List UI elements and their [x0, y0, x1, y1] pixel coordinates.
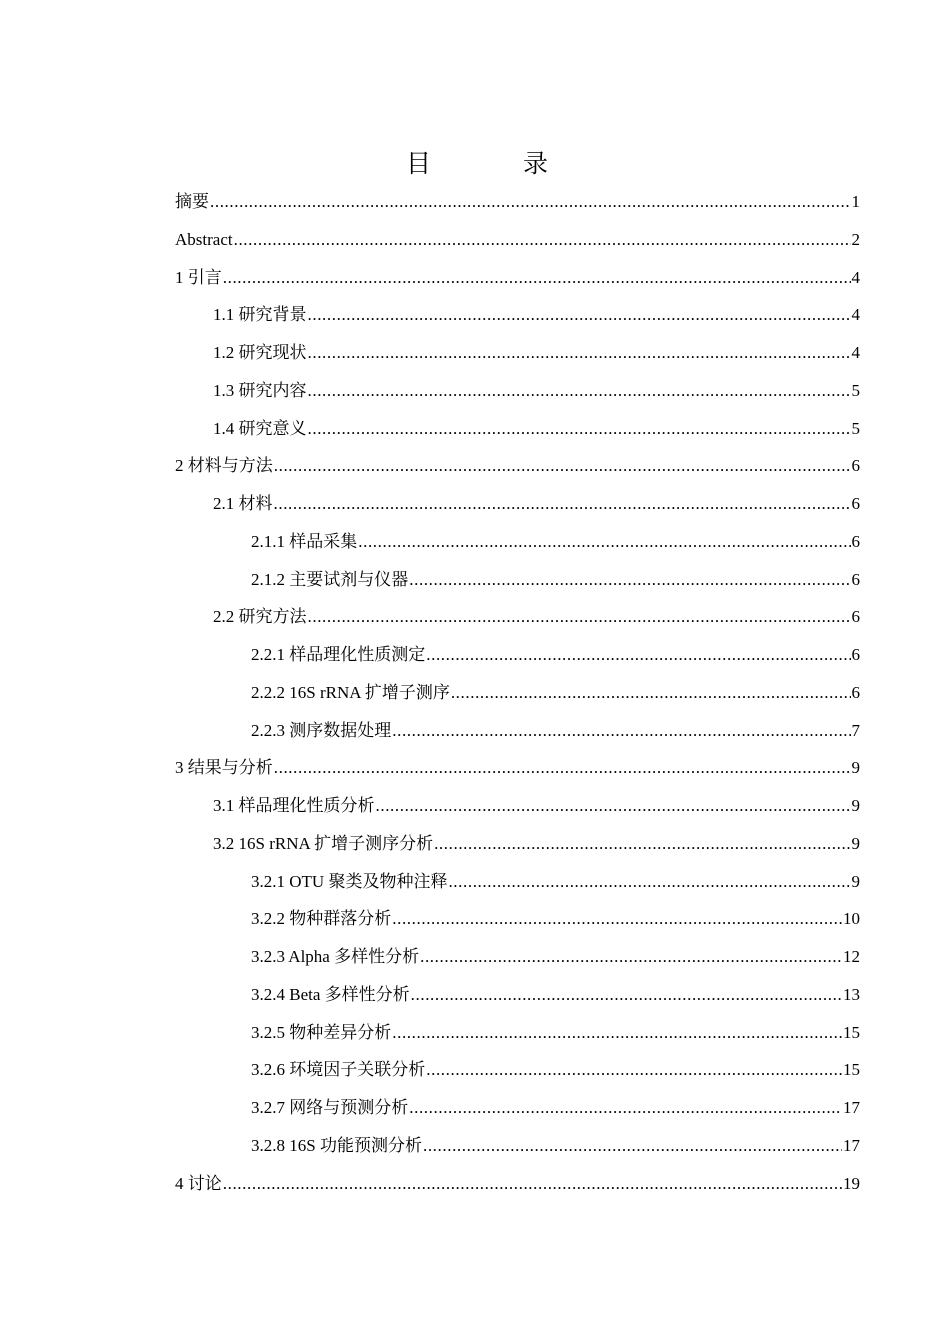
toc-entry-label: 3.2.7 网络与预测分析 — [251, 1098, 409, 1117]
toc-entry[interactable] — [175, 561, 860, 599]
toc-entry[interactable] — [175, 712, 860, 750]
dot-leader — [420, 938, 842, 976]
toc-entry-page-number: 6 — [851, 531, 860, 551]
toc-entry-label: 摘要 — [175, 192, 209, 211]
dot-leader — [451, 674, 851, 712]
dot-leader — [409, 561, 850, 599]
toc-entry[interactable] — [175, 787, 860, 825]
toc-entry[interactable] — [175, 447, 860, 485]
toc-entry[interactable] — [175, 334, 860, 372]
toc-entry-page-number: 6 — [851, 607, 860, 627]
toc-entry[interactable] — [175, 598, 860, 636]
dot-leader — [308, 410, 851, 448]
toc-entry-page-number: 9 — [851, 758, 860, 778]
toc-entry-page-number: 6 — [851, 682, 860, 702]
toc-entry-page-number: 7 — [851, 720, 860, 740]
dot-leader — [210, 183, 851, 221]
toc-entry-page-number: 17 — [843, 1135, 860, 1155]
dot-leader — [308, 296, 851, 334]
toc-entry-label: 3.2.6 环境因子关联分析 — [251, 1060, 426, 1080]
toc-entry[interactable] — [175, 976, 860, 1014]
toc-entry-page-number: 13 — [843, 984, 860, 1004]
toc-entry-label: 3 结果与分析 — [175, 758, 273, 778]
toc-entry[interactable] — [175, 938, 860, 976]
toc-entry-label: 3.2 16S rRNA 扩增子测序分析 — [213, 833, 434, 853]
toc-entry-page-number: 2 — [851, 229, 860, 249]
toc-entry-label: 2.2 研究方法 — [213, 607, 307, 627]
toc-entry[interactable] — [175, 523, 860, 561]
toc-entry-page-number: 9 — [851, 871, 860, 891]
toc-entry[interactable] — [175, 636, 860, 674]
toc-entry[interactable] — [175, 410, 860, 448]
toc-entry-label: 2.1.2 主要试剂与仪器 — [251, 569, 409, 589]
dot-leader — [308, 372, 851, 410]
toc-entry-page-number: 15 — [843, 1022, 860, 1042]
dot-leader — [358, 523, 850, 561]
dot-leader — [308, 334, 851, 372]
dot-leader — [409, 1089, 842, 1127]
toc-entry-label: 3.1 样品理化性质分析 — [213, 796, 375, 815]
toc-entry-page-number: 6 — [851, 456, 860, 476]
toc-entry-page-number: 5 — [851, 418, 860, 438]
toc-entry-label: 2.1 材料 — [213, 494, 273, 513]
dot-leader — [392, 712, 850, 750]
dot-leader — [308, 598, 851, 636]
toc-entry[interactable] — [175, 1089, 860, 1127]
dot-leader — [274, 485, 851, 523]
dot-leader — [423, 1127, 842, 1165]
toc-entry-label: 2.2.1 样品理化性质测定 — [251, 645, 426, 664]
toc-entry-page-number: 6 — [851, 494, 860, 513]
toc-entry-page-number: 1 — [851, 192, 860, 211]
dot-leader — [392, 1014, 842, 1052]
dot-leader — [392, 900, 842, 938]
toc-entry[interactable] — [175, 296, 860, 334]
toc-entry-page-number: 6 — [851, 645, 860, 664]
dot-leader — [411, 976, 842, 1014]
dot-leader — [223, 259, 851, 297]
toc-entry[interactable] — [175, 1165, 860, 1203]
toc-entry-label: 3.2.1 OTU 聚类及物种注释 — [251, 871, 448, 891]
toc-entry-label: 1.4 研究意义 — [213, 418, 307, 438]
dot-leader — [448, 863, 850, 901]
toc-entry-label: 3.2.3 Alpha 多样性分析 — [251, 947, 420, 966]
toc-entry-label: 4 讨论 — [175, 1173, 222, 1193]
toc-entry-page-number: 6 — [851, 569, 860, 589]
toc-entry-label: 3.2.2 物种群落分析 — [251, 909, 392, 929]
toc-entry-label: 1 引言 — [175, 267, 222, 287]
toc-entry-label: 2.2.3 测序数据处理 — [251, 720, 392, 740]
toc-entry-page-number: 9 — [851, 796, 860, 815]
toc-entry-page-number: 9 — [851, 833, 860, 853]
toc-entry-label: 3.2.8 16S 功能预测分析 — [251, 1135, 422, 1155]
table-of-contents — [175, 183, 860, 1202]
toc-entry-label: 1.1 研究背景 — [213, 305, 307, 325]
toc-entry[interactable] — [175, 183, 860, 221]
toc-entry-page-number: 17 — [843, 1098, 860, 1117]
page-title: 目 录 — [406, 149, 590, 178]
toc-entry[interactable] — [175, 259, 860, 297]
toc-entry-label: 2.2.2 16S rRNA 扩增子测序 — [251, 682, 450, 702]
toc-entry[interactable] — [175, 1051, 860, 1089]
toc-entry-label: 2 材料与方法 — [175, 456, 273, 476]
toc-entry-page-number: 4 — [851, 267, 860, 287]
toc-entry[interactable] — [175, 372, 860, 410]
dot-leader — [274, 749, 851, 787]
toc-entry-label: Abstract — [175, 229, 233, 249]
toc-entry-page-number: 12 — [843, 947, 860, 966]
toc-entry-page-number: 4 — [851, 343, 860, 362]
dot-leader — [434, 825, 850, 863]
dot-leader — [234, 221, 851, 259]
toc-entry-label: 3.2.5 物种差异分析 — [251, 1022, 392, 1042]
dot-leader — [223, 1165, 842, 1203]
toc-entry-page-number: 5 — [851, 380, 860, 400]
toc-entry[interactable] — [175, 674, 860, 712]
toc-entry[interactable] — [175, 1127, 860, 1165]
toc-entry-label: 2.1.1 样品采集 — [251, 531, 358, 551]
toc-entry-page-number: 4 — [851, 305, 860, 325]
toc-entry-label: 1.3 研究内容 — [213, 380, 307, 400]
toc-entry-page-number: 15 — [843, 1060, 860, 1080]
dot-leader — [426, 636, 850, 674]
toc-entry[interactable] — [175, 485, 860, 523]
toc-entry-label: 3.2.4 Beta 多样性分析 — [251, 984, 410, 1004]
toc-entry[interactable] — [175, 749, 860, 787]
dot-leader — [376, 787, 851, 825]
dot-leader — [274, 447, 851, 485]
toc-entry-page-number: 19 — [843, 1173, 860, 1193]
dot-leader — [426, 1051, 842, 1089]
toc-entry[interactable] — [175, 825, 860, 863]
toc-entry[interactable] — [175, 221, 860, 259]
toc-entry[interactable] — [175, 1014, 860, 1052]
toc-entry[interactable] — [175, 900, 860, 938]
toc-entry-page-number: 10 — [843, 909, 860, 929]
toc-entry[interactable] — [175, 863, 860, 901]
toc-entry-label: 1.2 研究现状 — [213, 343, 307, 362]
